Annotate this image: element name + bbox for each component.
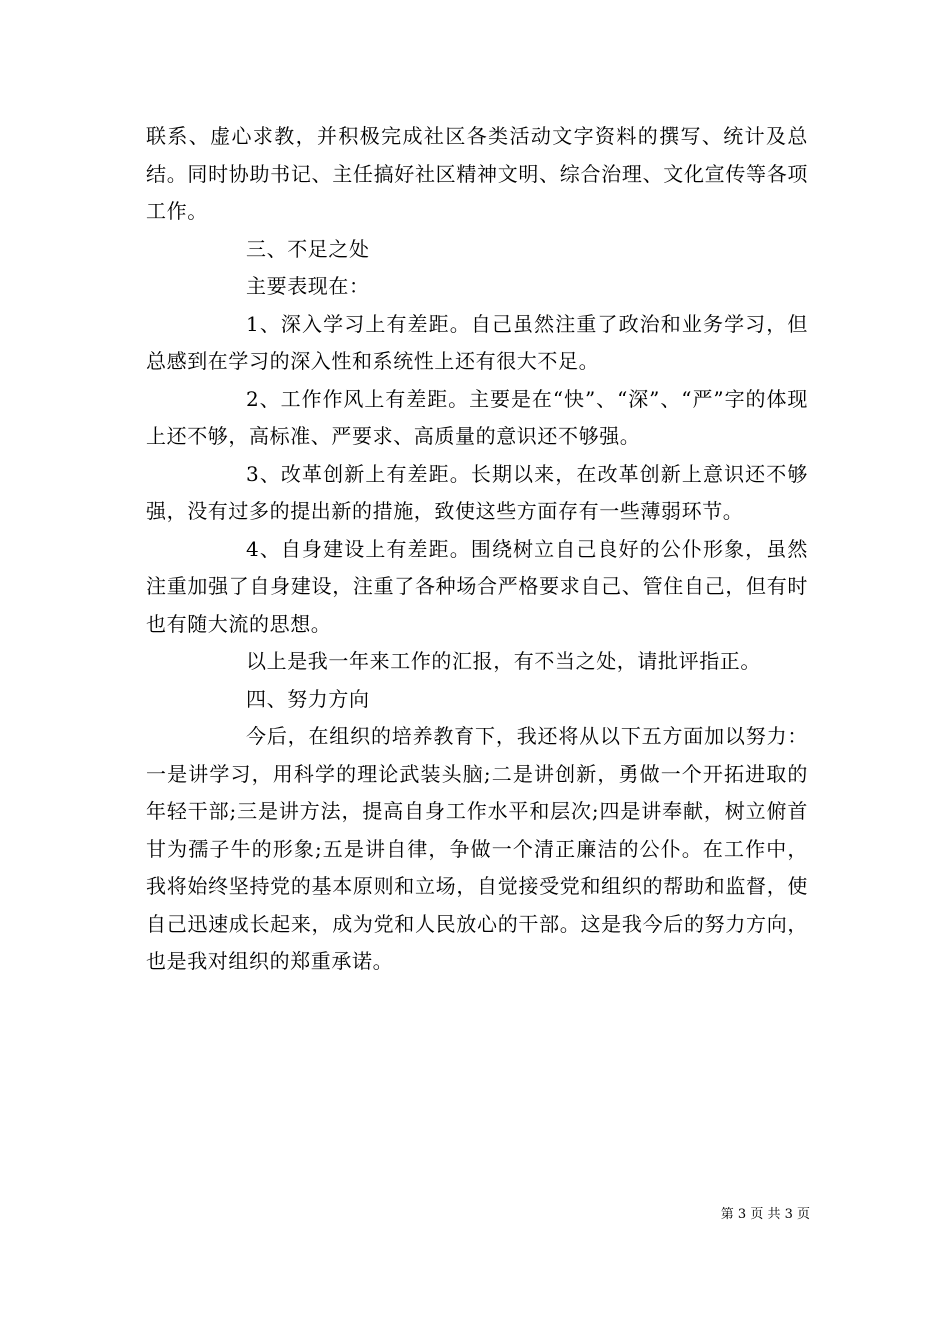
- document-body: [146, 118, 808, 981]
- paragraph-continuation: 联系、虚心求教，并积极完成社区各类活动文字资料的撰写、统计及总结。同时协助书记、主任搞好社区精神文明、综合治理、文化宣传等各项工作。: [146, 124, 808, 223]
- page-number-footer: 第 3 页 共 3 页: [720, 1207, 810, 1222]
- paragraph-item-1: 1、深入学习上有差距。自己虽然注重了政治和业务学习，但总感到在学习的深入性和系统性上还有很大不足。: [146, 311, 808, 373]
- paragraph-summary: 以上是我一年来工作的汇报，有不当之处，请批评指正。: [246, 649, 761, 673]
- section-heading-direction: 四、努力方向: [246, 686, 370, 711]
- paragraph-future-efforts: 今后，在组织的培养教育下，我还将从以下五方面加以努力：一是讲学习，用科学的理论武装头脑;二是讲创新，勇做一个开拓进取的年轻干部;三是讲方法，提高自身工作水平和层次;四是讲奉献，树立俯首甘为孺子牛的形象;五是讲自律，争做一个清正廉洁的公仆。在工作中，我将始终坚持党的基本原则和立场，自觉接受党和组织的帮助和监督，使自己迅速成长起来，成为党和人民放心的干部。这是我今后的努力方向，也是我对组织的郑重承诺。: [146, 724, 808, 973]
- section-heading-shortcomings: 三、不足之处: [246, 236, 370, 261]
- paragraph-item-2: 2、工作作风上有差距。主要是在“快”、“深”、“严”字的体现上还不够，高标准、严要求、高质量的意识还不够强。: [146, 386, 808, 448]
- paragraph-item-3: 3、改革创新上有差距。长期以来，在改革创新上意识还不够强，没有过多的提出新的措施，致使这些方面存有一些薄弱环节。: [146, 461, 808, 523]
- paragraph-item-4: 4、自身建设上有差距。围绕树立自己良好的公仆形象，虽然注重加强了自身建设，注重了各种场合严格要求自己、管住自己，但有时也有随大流的思想。: [146, 536, 808, 636]
- paragraph-main-manifestations: 主要表现在：: [246, 274, 370, 298]
